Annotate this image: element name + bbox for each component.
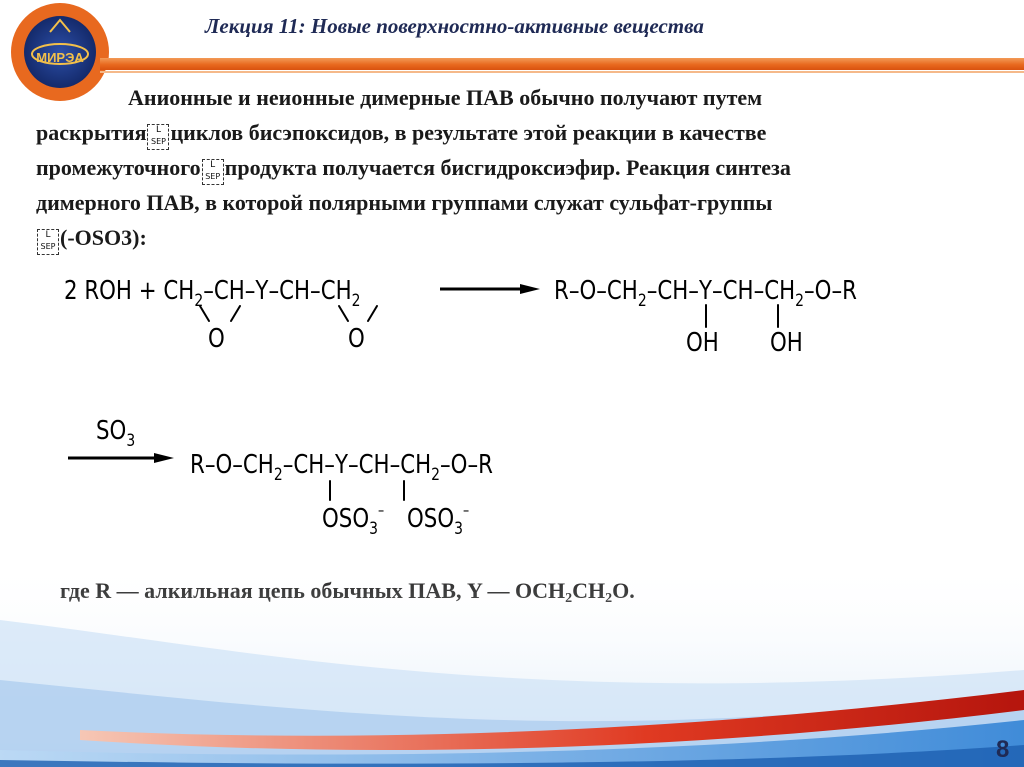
arrow-head-2 (154, 453, 174, 463)
sep-marker: L SEP (147, 124, 169, 150)
hydroxyl-1: OH (686, 328, 719, 358)
sep-marker: L SEP (202, 159, 224, 185)
arrow-head-1 (520, 284, 540, 294)
para-line-5: L SEP (-OSO3): (36, 220, 996, 255)
epoxy-oxygen-2: O (348, 324, 365, 354)
reagent-so3: $SO_3$ (96, 416, 136, 451)
bottom-swoosh (0, 560, 1024, 767)
para-line-2: раскрытия L SEP циклов бисэпоксидов, в результате этой реакции в качестве (36, 115, 996, 150)
reaction1-product: $R-O-CH_2-CH-Y-CH-CH_2-O-R$ (554, 276, 857, 311)
sulfate-group-1: $OSO_3^-$ (322, 501, 385, 539)
svg-text:МИРЭА: МИРЭА (36, 50, 84, 65)
epoxy-bond (368, 306, 377, 321)
page-number: 8 (996, 736, 1010, 763)
sep-marker: L SEP (37, 229, 59, 255)
epoxy-bond (231, 306, 240, 321)
epoxy-oxygen-1: O (208, 324, 225, 354)
reaction2-product: $R-O-CH_2-CH-Y-CH-CH_2-O-R$ (190, 450, 493, 485)
reaction1-reactants: 2 ROH + $CH_2-CH-Y-CH-CH_2$ (64, 276, 361, 311)
epoxy-bond (200, 306, 209, 321)
para-line-1: Анионные и неионные димерные ПАВ обычно получают путем (128, 85, 763, 110)
para-line-3: промежуточного L SEP продукта получается бисгидроксиэфир. Реакция синтеза (36, 150, 996, 185)
slide-title: Лекция 11: Новые поверхностно-активные вещества (205, 14, 704, 38)
para-line-4: димерного ПАВ, в которой полярными группами служат сульфат-группы (36, 190, 773, 215)
sulfate-group-2: $OSO_3^-$ (407, 501, 470, 539)
hydroxyl-2: OH (770, 328, 803, 358)
epoxy-bond (339, 306, 348, 321)
